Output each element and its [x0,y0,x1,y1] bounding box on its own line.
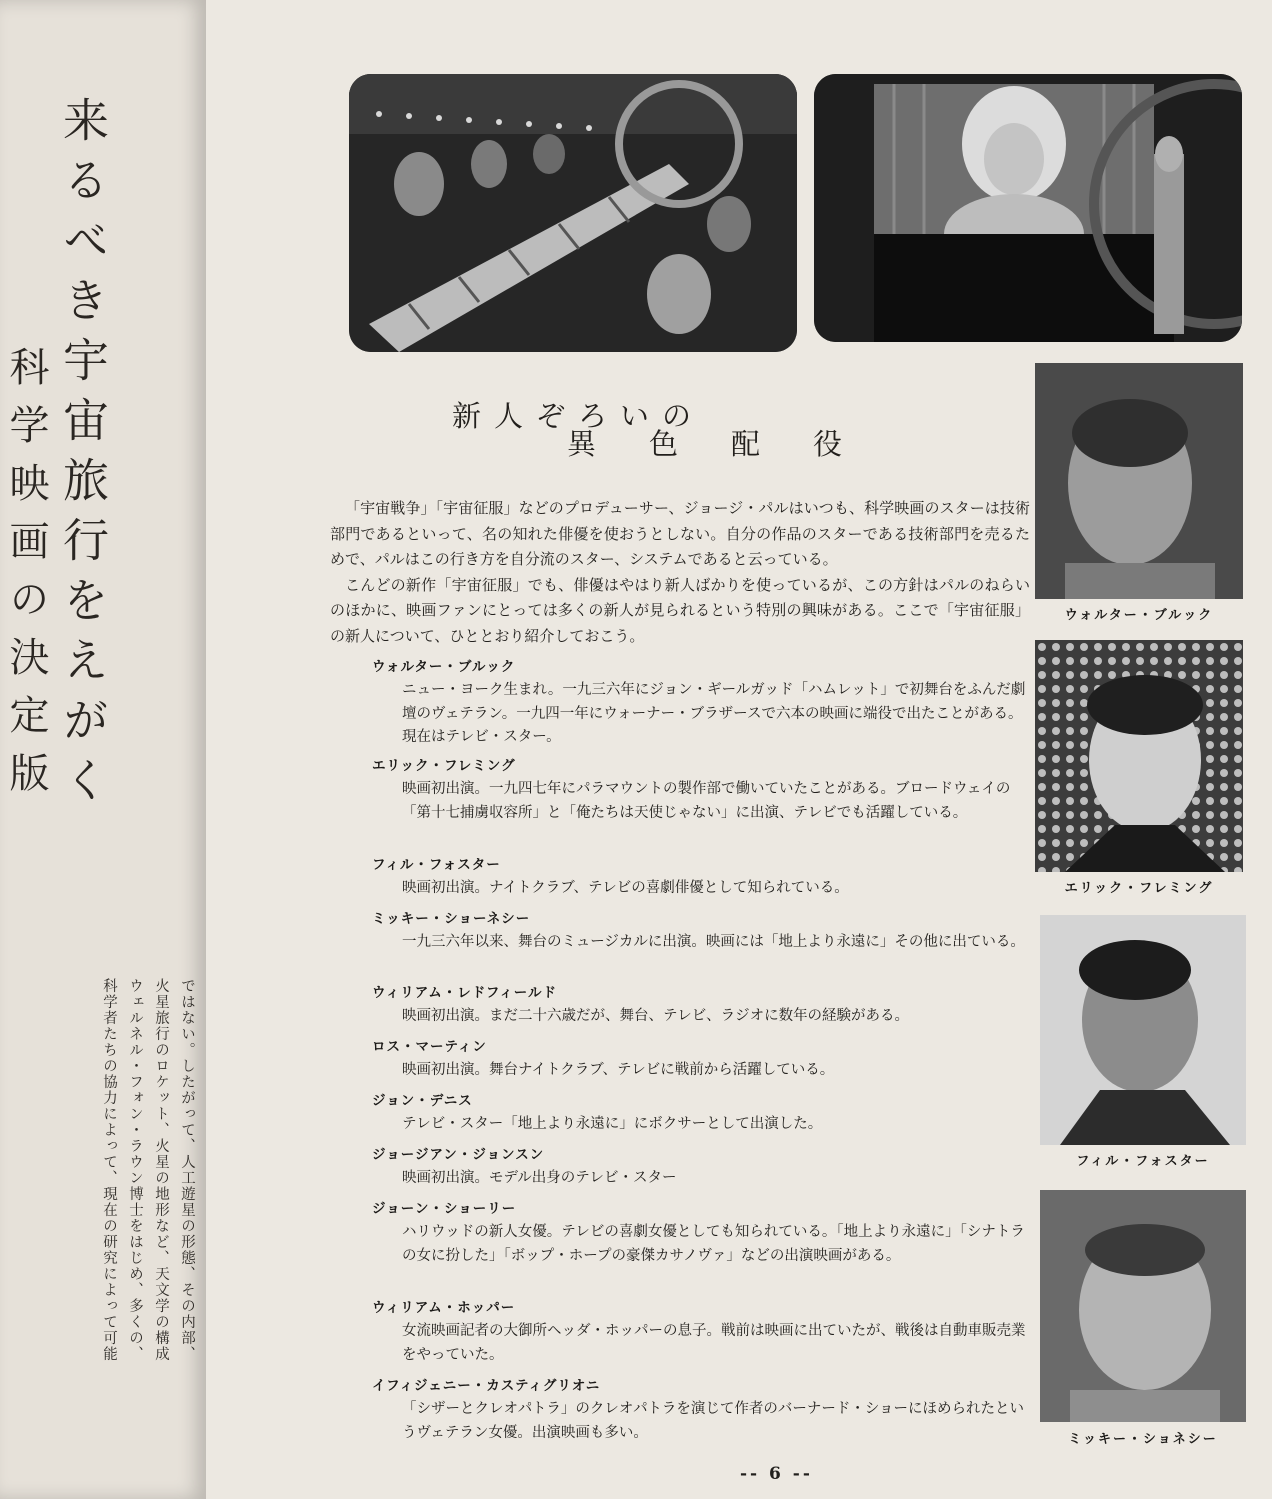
cast-description: テレビ・スター「地上より永遠に」にボクサーとして出演した。 [402,1116,823,1132]
cast-name: ジョーン・ショーリー [372,1201,517,1217]
portrait-photo [1040,915,1246,1145]
cast-entry [372,755,1032,854]
cast-entry [372,1144,1032,1198]
cast-description: 女流映画記者の大御所ヘッダ・ホッパーの息子。戦前は映画に出ていたが、戦後は自動車販売業をやっていた。 [402,1323,1026,1363]
cast-name: ロス・マーティン [372,1039,487,1055]
cast-description: ハリウッドの新人女優。テレビの喜劇女優としても知られている。「地上より永遠に」「シナトラの女に扮した」「ボップ・ホープの豪傑カサノヴァ」などの出演映画がある。 [402,1224,1025,1264]
intro-text [330,496,1030,649]
left-body-line: ウェルネル・フォン・ラウン博士をはじめ、多くの、 [127,978,143,1362]
cast-name: ミッキー・ショーネシー [372,911,531,927]
cast-entry [372,1297,1032,1375]
portrait-caption: ミッキー・ショネシー [1068,1432,1218,1447]
cast-description: ニュー・ヨーク生まれ。一九三六年にジョン・ギールガッド「ハムレット」で初舞台をふんだ劇壇のヴェテラン。一九四一年にウォーナー・ブラザースで六本の映画に端役で出たことがある。現在はテレビ・スター。 [402,682,1026,745]
left-body-line: ではない。したがって、人工遊星の形態、その内部、 [179,978,195,1362]
portrait-caption: フィル・フォスター [1076,1154,1210,1169]
cast-entry [372,982,1032,1036]
left-body-line: 科学者たちの協力によって、現在の研究によって可能 [101,978,117,1362]
film-still-screen-woman [814,74,1242,342]
left-body-text [0,978,200,1478]
portrait-photo [1035,640,1243,872]
cast-entry [372,1198,1032,1297]
cast-description: 一九三六年以来、舞台のミュージカルに出演。映画には「地上より永遠に」その他に出ている。 [402,934,1025,950]
film-still-crew-ladder [349,74,797,352]
cast-name: ウィリアム・ホッパー [372,1300,516,1316]
cast-name: ジョン・デニス [372,1093,473,1109]
left-page [0,0,206,1499]
cast-description: 映画初出演。モデル出身のテレビ・スター [402,1170,677,1186]
cast-entry [372,854,1032,908]
cast-description: 映画初出演。まだ二十六歳だが、舞台、テレビ、ラジオに数年の経験がある。 [402,1008,910,1024]
cast-description: 「シザーとクレオパトラ」のクレオパトラを演じて作者のバーナード・ショーにほめられたというヴェテラン女優。出演映画も多い。 [402,1401,1025,1441]
portrait-caption: ウォルター・ブルック [1064,608,1214,623]
cast-name: ジョージアン・ジョンスン [372,1147,545,1163]
cast-name: ウィリアム・レドフィールド [372,985,557,1001]
portrait-caption: エリック・フレミング [1064,881,1214,896]
cast-entry [372,1036,1032,1090]
cast-name: エリック・フレミング [372,758,516,774]
cast-description: 映画初出演。舞台ナイトクラブ、テレビに戦前から活躍している。 [402,1062,835,1078]
left-title-line1: 来るべき宇宙旅行をえがく [56,96,110,816]
cast-name: イフィジェニー・カスティグリオニ [372,1378,601,1394]
cast-entry [372,1090,1032,1144]
cast-list [372,656,1032,1451]
cast-entry [372,656,1032,755]
page-number: -- 6 -- [740,1464,813,1484]
left-title-line2: 科学映画の決定版 [3,346,49,810]
cast-description: 映画初出演。一九四七年にパラマウントの製作部で働いていたことがある。ブロードウェイの「第十七捕虜収容所」と「俺たちは天使じゃない」に出演、テレビでも活躍している。 [402,781,1011,821]
portrait-photo [1035,363,1243,599]
cast-entry [372,1375,1032,1451]
portrait-photo [1040,1190,1246,1422]
cast-entry [372,908,1032,982]
cast-description: 映画初出演。ナイトクラブ、テレビの喜劇俳優として知られている。 [402,880,849,896]
intro-paragraph: こんどの新作「宇宙征服」でも、俳優はやはり新人ばかりを使っているが、この方針はパルのねらいのほかに、映画ファンにとっては多くの新人が見られるという特別の興味がある。ここで「宇宙征服」の新人について、ひととおり紹介しておこう。 [330,575,1030,645]
cast-name: フィル・フォスター [372,857,501,873]
section-headline-line2: 異色配役 [567,427,896,461]
intro-paragraph: 「宇宙戦争」「宇宙征服」などのプロデューサー、ジョージ・パルはいつも、科学映画のスターは技術部門であるといって、名の知れた俳優を使おうとしない。自分の作品のスターである技術部門を売るためで、パルはこの行き方を自分流のスター、システムであると云っている。 [330,499,1030,568]
section-headline-line1: 新人ぞろいの [452,399,705,433]
cast-name: ウォルター・ブルック [372,659,516,675]
left-body-line: 火星旅行のロケット、火星の地形など、天文学の構成 [153,978,169,1362]
